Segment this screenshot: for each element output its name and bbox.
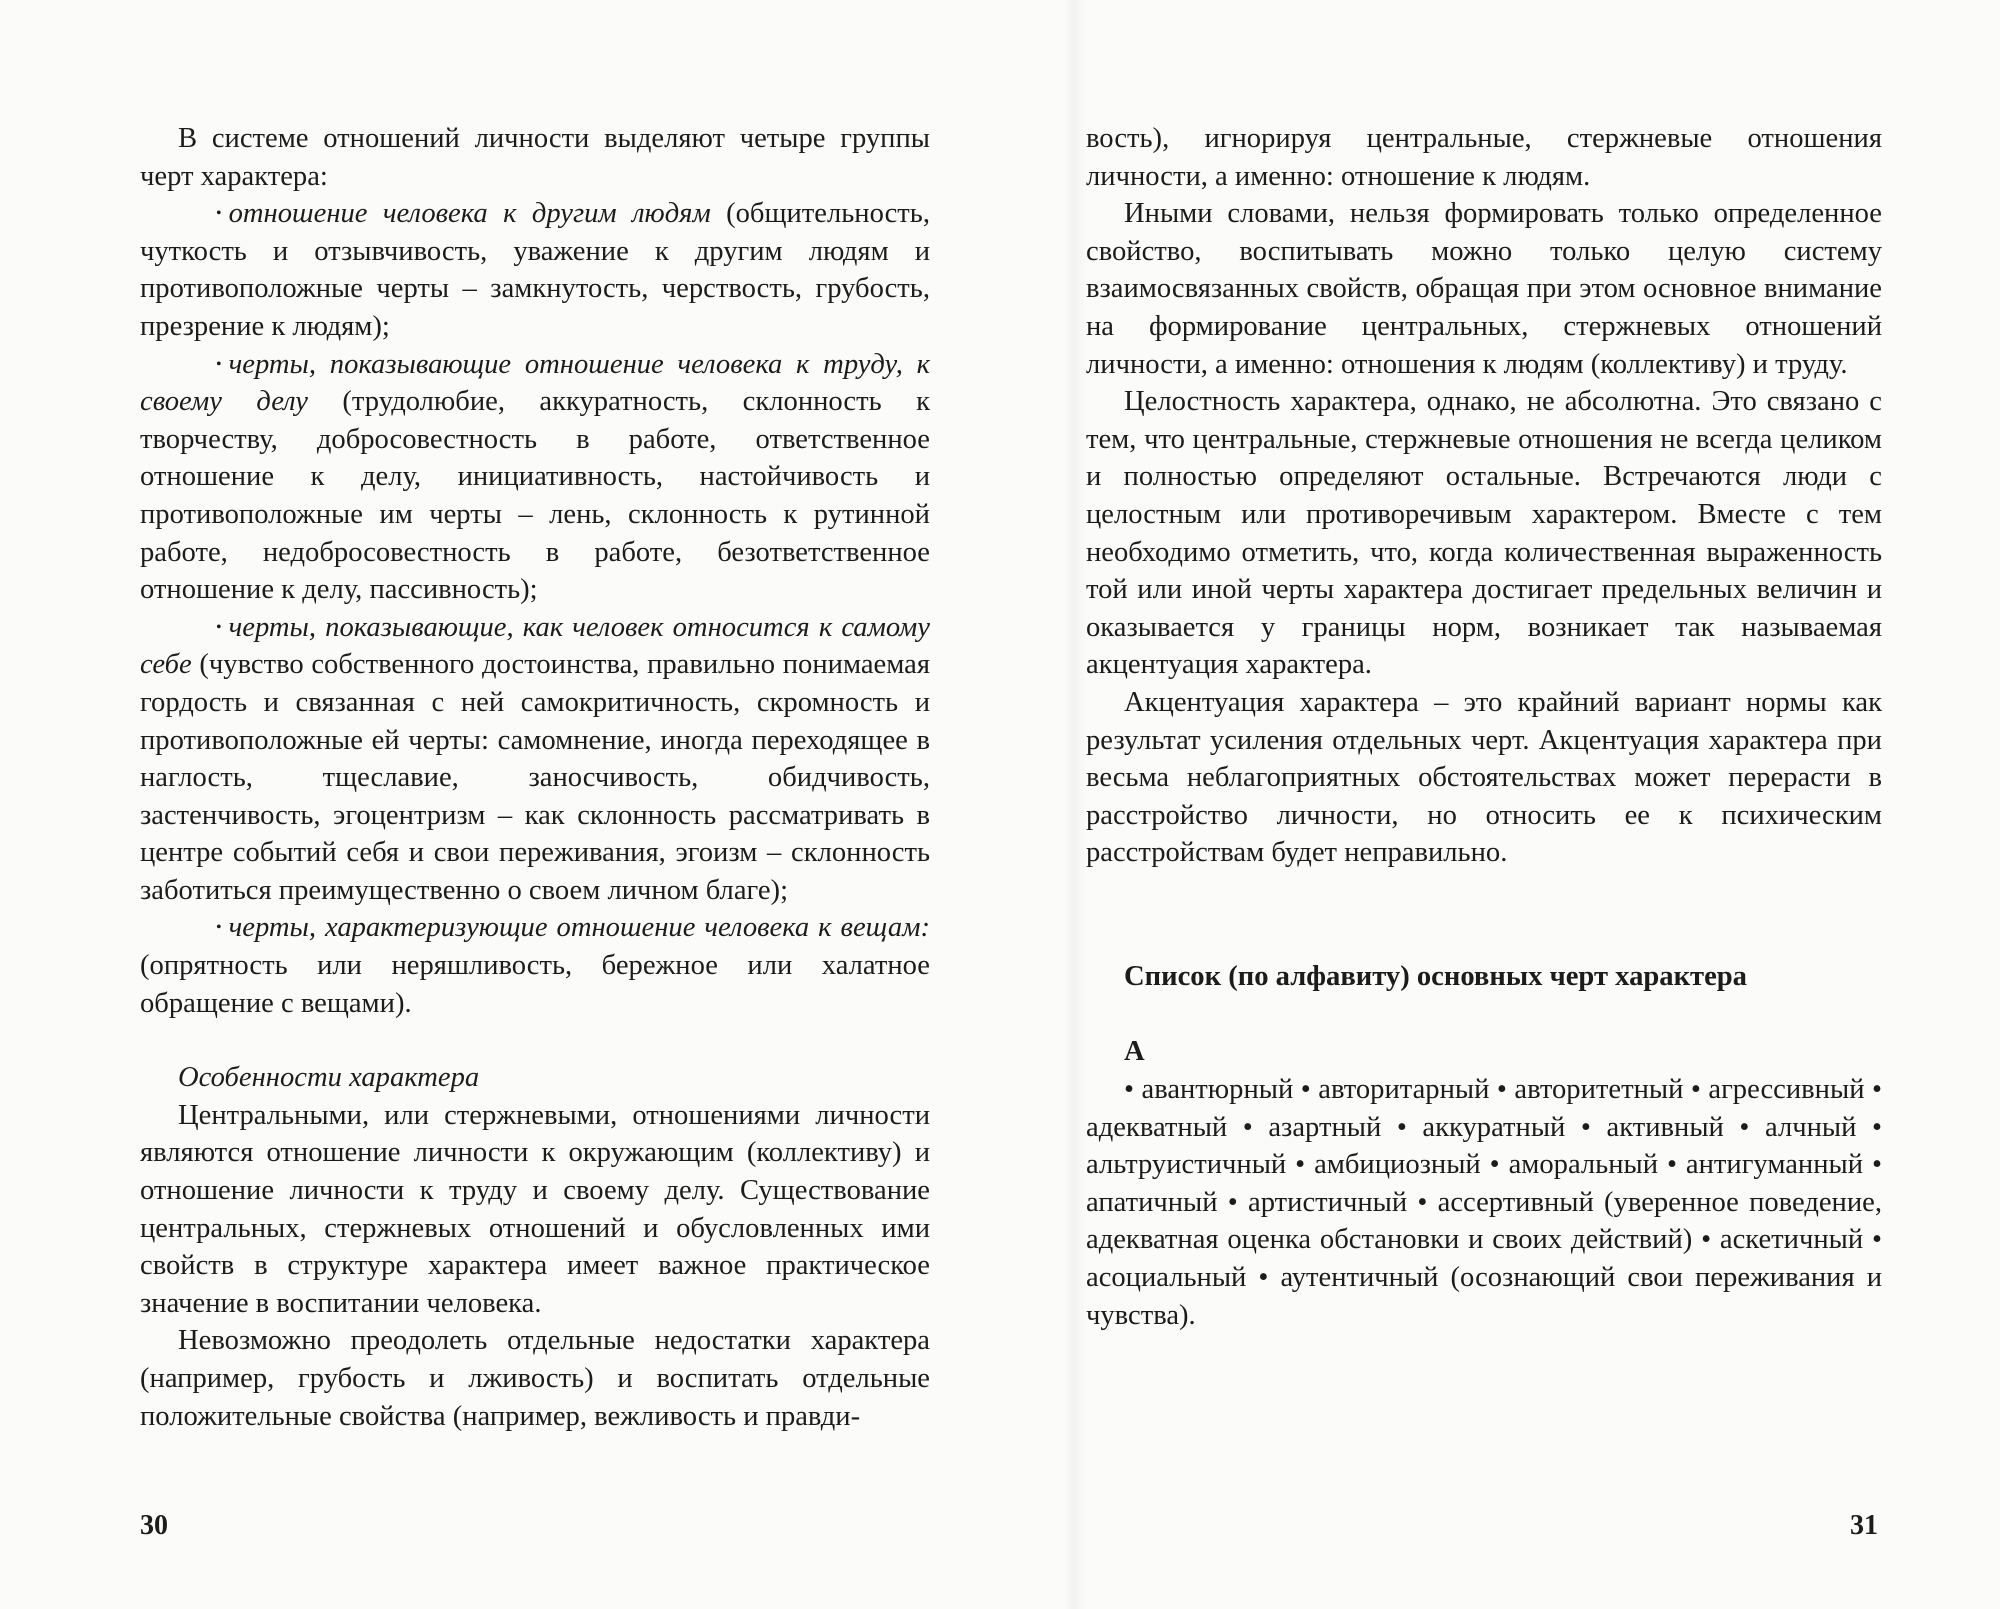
bullet-item-work [140, 346, 930, 609]
left-paragraph-2: Невозможно преодолеть отдельные недостатки характера (например, грубость и лживость) и воспитать отдельные положительные свойства (например, вежливость и правди- [140, 1325, 930, 1432]
bullet-marker: • [216, 205, 222, 223]
bullet-item-self [140, 609, 930, 910]
bullet-text: (трудолюбие, аккуратность, склонность к творчеству, добросовестность в работе, ответственное отношение к делу, инициативность, настойчивость и противоположные им черты – лень, склонность к рутинной работе, недобросовестность в работе, безответственное отношение к делу, пассивность); [140, 386, 930, 606]
subheading: Особенности характера [178, 1062, 480, 1094]
bullet-italic: отношение человека к другим людям [228, 198, 711, 230]
bullet-marker: • [216, 355, 222, 373]
section-title: Список (по алфавиту) основных черт характера [1124, 960, 1747, 992]
page-number-right: 31 [1850, 1510, 1878, 1541]
bullet-text: (общительность, чуткость и отзывчивость, уважение к другим людям и противоположные черты – замкнутость, черствость, грубость, презрение к людям); [140, 198, 930, 342]
right-page [1086, 120, 1882, 1334]
left-intro: В системе отношений личности выделяют четыре группы черт характера: [140, 123, 930, 192]
bullet-italic: черты, характеризующие отношение человека к вещам: [228, 912, 930, 944]
page-number-left: 30 [140, 1510, 168, 1541]
traits-list: • авантюрный • авторитарный • авторитетный • агрессивный • адекватный • азартный • аккуратный • активный • алчный • альтруистичный • амбициозный • аморальный • антигуманный • апатичный • артистичный • ассертивный (уверенное поведение, адекватная оценка обстановки и своих действий) • аскетичный • асоциальный • аутентичный (осознающий свои переживания и чувства). [1086, 1074, 1882, 1331]
bullet-marker: • [216, 919, 222, 937]
bullet-item-things [140, 909, 930, 1022]
left-page [140, 120, 930, 1435]
bullet-text: (опрятность или неряшливость, бережное или халатное обращение с вещами). [140, 950, 930, 1019]
right-paragraph-1: Иными словами, нельзя формировать только определенное свойство, воспитывать можно только целую систему взаимосвязанных свойств, обращая при этом основное внимание на формирование центральных, стержневых отношений личности, а именно: отношения к людям (коллективу) и труду. [1086, 198, 1882, 380]
bullet-marker: • [216, 618, 222, 636]
bullet-item-others [140, 195, 930, 345]
bullet-italic: черты, показывающие отношение человека к труду, к своему делу [140, 348, 930, 418]
right-paragraph-2: Целостность характера, однако, не абсолютна. Это связано с тем, что центральные, стержневые отношения не всегда целиком и полностью определяют остальные. Встречаются люди с целостным или противоречивым характером. Вместе с тем необходимо отметить, что, когда количественная выраженность той или иной черты характера достигает предельных величин и оказывается у границы норм, возникает так называемая акцентуация характера. [1086, 386, 1882, 681]
left-paragraph-1: Центральными, или стержневыми, отношениями личности являются отношение личности к окружающим (коллективу) и отношение личности к труду и своему делу. Существование центральных, стержневых отношений и обусловленных ими свойств в структуре характера имеет важное практическое значение в воспитании человека. [140, 1099, 930, 1319]
right-paragraph-0: вость), игнорируя центральные, стержневые отношения личности, а именно: отношение к людям. [1086, 123, 1882, 192]
bullet-text: (чувство собственного достоинства, правильно понимаемая гордость и связанная с ней самокритичность, скромность и противоположные ей черты: самомнение, иногда переходящее в наглость, тщеславие, заносчивость, обидчивость, застенчивость, эгоцентризм – как склонность рассматривать в центре событий себя и свои переживания, эгоизм – склонность заботиться преимущественно о своем личном благе); [140, 649, 930, 906]
letter-heading: А [1124, 1036, 1145, 1068]
bullet-italic: черты, показывающие, как человек относится к самому себе [140, 611, 930, 681]
book-gutter [1062, 0, 1086, 1609]
right-paragraph-3: Акцентуация характера – это крайний вариант нормы как результат усиления отдельных черт. Акцентуация характера при весьма неблагоприятных обстоятельствах может перерасти в расстройство личности, но относить ее к психическим расстройствам будет неправильно. [1086, 686, 1882, 869]
